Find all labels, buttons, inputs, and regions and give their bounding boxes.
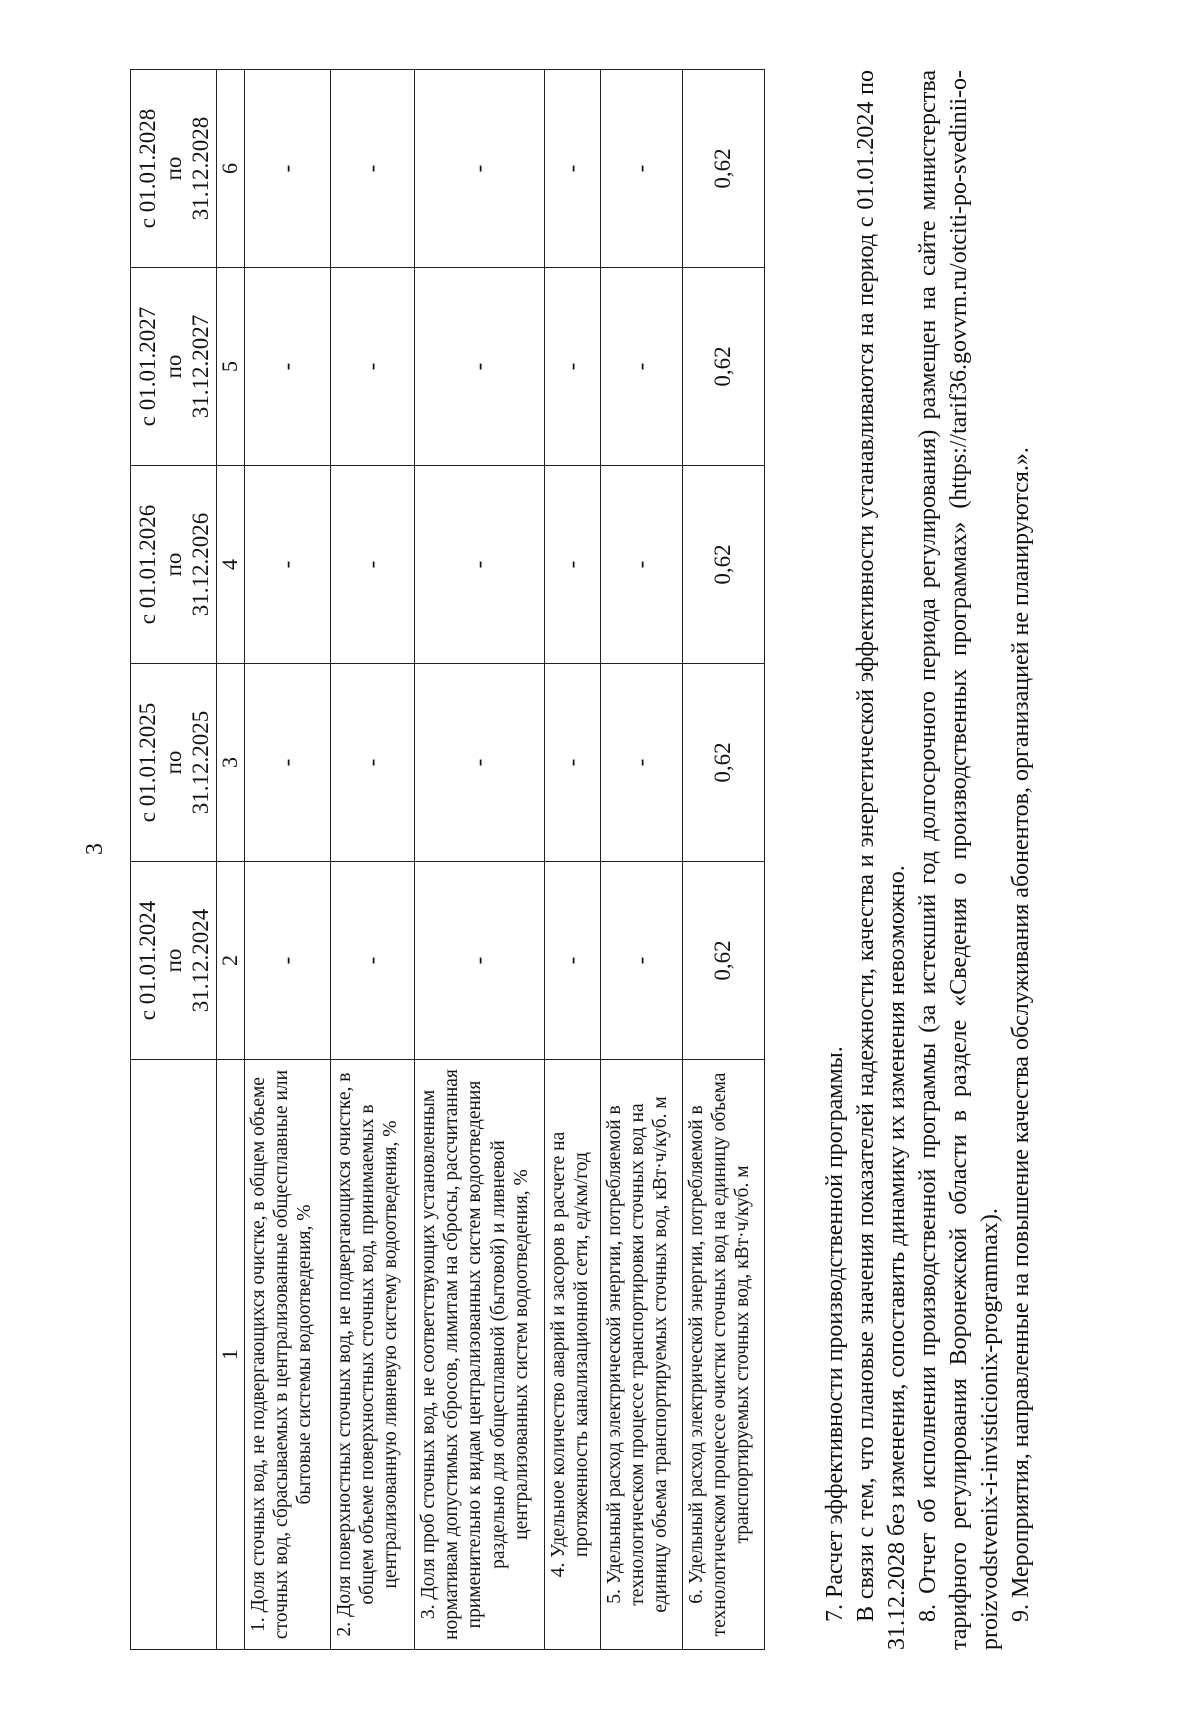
period-start: с 01.01.2028 xyxy=(135,108,160,229)
period-start: с 01.01.2027 xyxy=(135,306,160,427)
indicator-value: 0,62 xyxy=(682,70,764,268)
period-start: с 01.01.2025 xyxy=(135,702,160,823)
indicators-table xyxy=(130,69,765,1650)
period-end: 31.12.2026 xyxy=(187,512,213,617)
indicator-value: 0,62 xyxy=(682,664,764,862)
indicator-value: 0,62 xyxy=(682,268,764,466)
period-end: 31.12.2027 xyxy=(187,314,213,419)
indicator-value: - xyxy=(330,268,414,466)
column-number: 6 xyxy=(217,70,244,268)
indicator-value: - xyxy=(414,268,544,466)
indicator-label: 2. Доля поверхностных сточных вод, не подвергающихся очистке, в общем объеме поверхностных сточных вод, принимаемых в централизованную ливневую систему водоотведения, % xyxy=(330,1060,414,1650)
indicator-value: - xyxy=(244,70,330,268)
indicator-value: - xyxy=(414,664,544,862)
period-po: по xyxy=(161,948,187,973)
period-end: 31.12.2028 xyxy=(187,116,213,221)
indicator-value: 0,62 xyxy=(682,862,764,1060)
header-period-2025 xyxy=(131,664,217,862)
paragraph-7-title: 7. Расчет эффективности производственной программы. xyxy=(822,1046,848,1622)
header-period-2024 xyxy=(131,862,217,1060)
header-period-2028 xyxy=(131,70,217,268)
header-empty-cell xyxy=(131,1060,217,1650)
indicator-value: - xyxy=(600,466,682,664)
column-number: 2 xyxy=(217,862,244,1060)
table-header-row xyxy=(131,70,217,1650)
indicator-value: 0,62 xyxy=(682,466,764,664)
column-number: 3 xyxy=(217,664,244,862)
indicator-value: - xyxy=(414,466,544,664)
indicator-value: - xyxy=(244,466,330,664)
column-number: 4 xyxy=(217,466,244,664)
paragraph-7-body: В связи с тем, что плановые значения показателей надежности, качества и энергетической эффективности устанавливаются на период с 01.01.2024 по 31.12.2028 без изменения, сопоставить динамику их изменения невозможно. xyxy=(853,70,910,1650)
indicator-label: 1. Доля сточных вод, не подвергающихся очистке, в общем объеме сточных вод, сбрасываемых в централизованные общесплавные или бытовые системы водоотведения, % xyxy=(244,1060,330,1650)
table-row xyxy=(244,70,330,1650)
indicator-value: - xyxy=(544,70,600,268)
indicator-value: - xyxy=(544,268,600,466)
column-number-row xyxy=(217,70,244,1650)
period-po: по xyxy=(161,354,187,379)
table-row xyxy=(600,70,682,1650)
indicator-label: 6. Удельный расход электрической энергии, потребляемой в технологическом процессе очистки сточных вод на единицу объема транспортируемых сточных вод, кВт·ч/куб. м xyxy=(682,1060,764,1650)
indicator-value: - xyxy=(544,862,600,1060)
indicator-value: - xyxy=(414,862,544,1060)
table-row xyxy=(682,70,764,1650)
column-number: 1 xyxy=(217,1060,244,1650)
table-row xyxy=(330,70,414,1650)
column-number: 5 xyxy=(217,268,244,466)
period-end: 31.12.2024 xyxy=(187,908,213,1013)
indicator-value: - xyxy=(244,664,330,862)
paragraph-8: 8. Отчет об исполнении производственной программы (за истекший год долгосрочного периода регулирования) размещен на сайте министерства тарифного регулирования Воронежской области в разделе «Сведения о производственных программах» (https://tarif36.govvrn.ru/otciti-po-svedinii-o-proizvodstvenix-i-invisticionix-programmax). xyxy=(915,70,1003,1650)
indicator-label: 4. Удельное количество аварий и засоров в расчете на протяженность канализационной сети, ед/км/год xyxy=(544,1060,600,1650)
indicator-value: - xyxy=(544,664,600,862)
indicator-value: - xyxy=(600,862,682,1060)
indicator-value: - xyxy=(244,268,330,466)
indicator-value: - xyxy=(600,70,682,268)
period-po: по xyxy=(161,750,187,775)
period-po: по xyxy=(161,552,187,577)
indicator-value: - xyxy=(244,862,330,1060)
indicator-value: - xyxy=(600,268,682,466)
period-start: с 01.01.2024 xyxy=(135,900,160,1021)
indicator-value: - xyxy=(414,70,544,268)
indicator-value: - xyxy=(330,862,414,1060)
indicator-value: - xyxy=(600,664,682,862)
header-period-2027 xyxy=(131,268,217,466)
indicator-value: - xyxy=(544,466,600,664)
paragraph-9: 9. Мероприятия, направленные на повышение качества обслуживания абонентов, организацией не планируются.». xyxy=(1008,447,1034,1622)
period-start: с 01.01.2026 xyxy=(135,504,160,625)
indicator-value: - xyxy=(330,664,414,862)
table-row xyxy=(414,70,544,1650)
indicator-value: - xyxy=(330,70,414,268)
indicator-label: 3. Доля проб сточных вод, не соответствующих установленным нормативам допустимых сбросов, лимитам на сбросы, рассчитанная применительно к видам централизованных систем водоотведения раздельно для общесплавной (бытовой) и ливневой централизованных систем водоотведения, % xyxy=(414,1060,544,1650)
period-po: по xyxy=(161,156,187,181)
period-end: 31.12.2025 xyxy=(187,710,213,815)
indicator-value: - xyxy=(330,466,414,664)
page-number: 3 xyxy=(82,843,108,855)
header-period-2026 xyxy=(131,466,217,664)
indicator-label: 5. Удельный расход электрической энергии, потребляемой в технологическом процессе транспортировки сточных вод на единицу объема транспортируемых сточных вод, кВт·ч/куб. м xyxy=(600,1060,682,1650)
table-row xyxy=(544,70,600,1650)
body-paragraphs xyxy=(820,70,1037,1650)
